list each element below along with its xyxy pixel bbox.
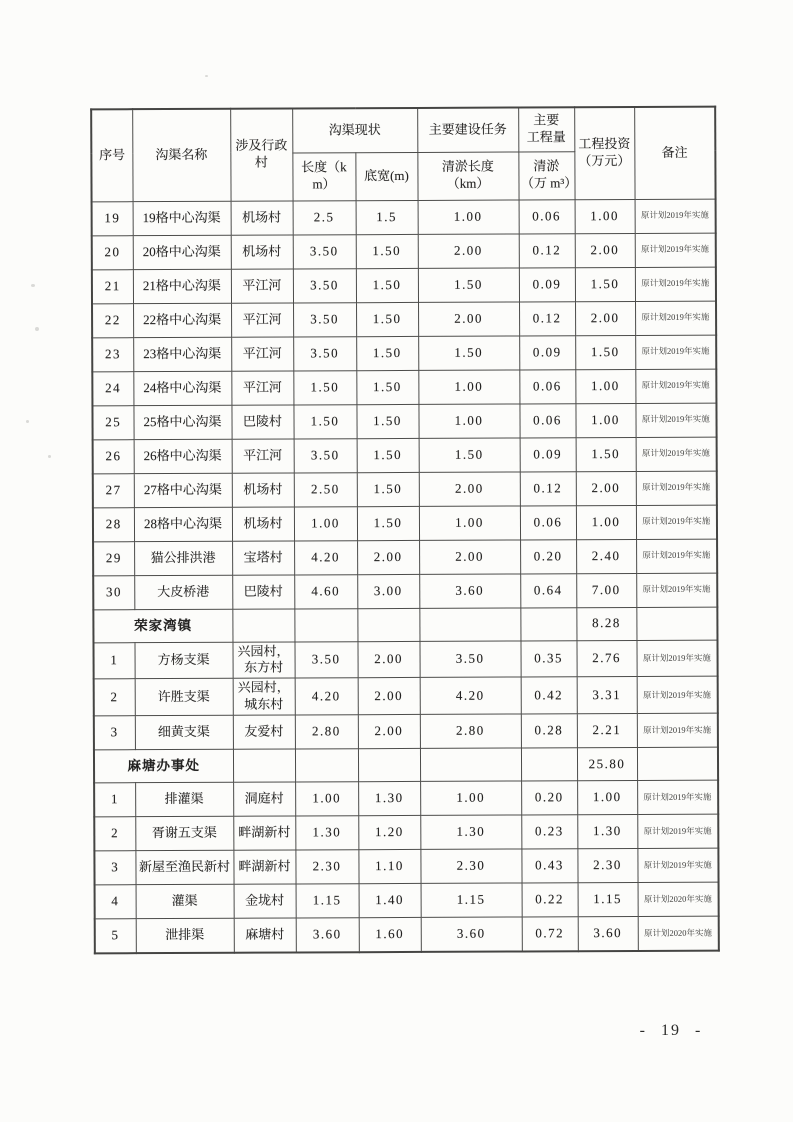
length-cell: 2.30 bbox=[295, 850, 358, 884]
dredge-cell: 0.12 bbox=[520, 471, 576, 505]
col-header-status-group: 沟渠现状 bbox=[292, 108, 417, 153]
remark-cell: 原计划2019年实施 bbox=[637, 780, 718, 814]
investment-cell: 2.00 bbox=[575, 233, 635, 267]
col-header-village: 涉及行政村 bbox=[230, 108, 292, 200]
length-cell bbox=[294, 608, 357, 641]
dredge-cell: 0.72 bbox=[522, 917, 578, 951]
dredge-length-cell: 1.00 bbox=[418, 403, 519, 437]
remark-cell: 原计划2019年实施 bbox=[635, 369, 716, 403]
remark-cell: 原计划2019年实施 bbox=[635, 403, 716, 437]
col-header-dredge bbox=[518, 151, 578, 199]
dredge-cell: 0.20 bbox=[520, 539, 576, 573]
name-cell: 26格中心沟渠 bbox=[134, 439, 232, 473]
village-cell: 平江河 bbox=[231, 302, 293, 336]
serial-cell: 27 bbox=[93, 473, 134, 507]
dredge-length-cell: 1.30 bbox=[420, 815, 521, 849]
investment-header-line2: （万元） bbox=[578, 153, 631, 169]
length-cell: 3.50 bbox=[293, 336, 356, 370]
dredge-cell bbox=[521, 748, 577, 781]
investment-cell: 1.30 bbox=[577, 815, 637, 849]
page-number: - 19 - bbox=[639, 1022, 703, 1039]
length-cell: 3.50 bbox=[293, 302, 356, 336]
scan-speckle bbox=[31, 284, 35, 287]
serial-cell: 23 bbox=[92, 337, 133, 371]
table-row bbox=[94, 676, 718, 716]
table-row bbox=[92, 369, 716, 406]
col-header-investment bbox=[574, 107, 634, 199]
name-cell: 20格中心沟渠 bbox=[133, 235, 231, 269]
dredge-length-cell: 1.15 bbox=[421, 883, 522, 917]
investment-cell: 8.28 bbox=[576, 607, 636, 640]
village-cell: 畔湖新村 bbox=[233, 850, 295, 884]
dredge-header-line2: （万 m³） bbox=[520, 175, 578, 191]
remark-cell: 原计划2019年实施 bbox=[636, 640, 717, 677]
length-cell: 3.50 bbox=[294, 641, 357, 678]
table-header bbox=[91, 107, 715, 202]
ditch-construction-table bbox=[90, 106, 720, 954]
section-title-cell: 荣家湾镇 bbox=[93, 609, 232, 643]
remark-cell: 原计划2019年实施 bbox=[637, 713, 718, 747]
investment-header-line1: 工程投资 bbox=[578, 136, 631, 152]
table-row bbox=[93, 640, 717, 680]
length-cell: 1.00 bbox=[295, 782, 358, 816]
bottom-width-cell: 1.50 bbox=[356, 302, 418, 336]
dredge-length-cell: 2.00 bbox=[419, 539, 520, 573]
remark-cell: 原计划2019年实施 bbox=[636, 471, 717, 505]
village-cell: 宝塔村 bbox=[232, 540, 294, 574]
dredge-length-cell: 1.00 bbox=[420, 781, 521, 815]
remark-cell: 原计划2019年实施 bbox=[637, 814, 718, 848]
length-cell: 1.50 bbox=[293, 370, 356, 404]
scan-speckle bbox=[205, 75, 208, 77]
serial-cell: 21 bbox=[92, 269, 133, 303]
name-cell: 泄排渠 bbox=[136, 918, 234, 952]
table-row bbox=[93, 505, 717, 542]
serial-cell: 2 bbox=[94, 679, 135, 716]
serial-cell: 5 bbox=[95, 919, 136, 953]
length-cell: 3.50 bbox=[293, 268, 356, 302]
remark-cell: 原计划2019年实施 bbox=[636, 437, 717, 471]
investment-cell: 1.50 bbox=[576, 437, 636, 471]
table-row bbox=[94, 814, 718, 851]
investment-cell: 7.00 bbox=[576, 573, 636, 607]
remark-cell: 原计划2019年实施 bbox=[636, 573, 717, 607]
bottom-width-cell: 1.50 bbox=[357, 506, 419, 540]
name-cell: 21格中心沟渠 bbox=[133, 269, 231, 303]
table-row bbox=[93, 437, 717, 474]
dredge-length-cell: 1.50 bbox=[418, 336, 519, 370]
serial-cell: 22 bbox=[92, 303, 133, 337]
dredge-length-header-line1: 清淤长度 bbox=[441, 158, 494, 174]
village-cell: 机场村 bbox=[232, 472, 294, 506]
col-header-remark: 备注 bbox=[634, 107, 715, 199]
remark-cell: 原计划2020年实施 bbox=[638, 916, 719, 950]
dredge-cell: 0.12 bbox=[519, 301, 575, 335]
bottom-width-cell: 3.00 bbox=[357, 574, 419, 608]
name-cell: 25格中心沟渠 bbox=[133, 405, 231, 439]
bottom-width-cell: 1.5 bbox=[356, 200, 418, 234]
remark-cell: 原计划2019年实施 bbox=[635, 267, 716, 301]
village-cell: 机场村 bbox=[231, 200, 293, 234]
remark-cell: 原计划2019年实施 bbox=[636, 505, 717, 539]
village-cell: 兴园村，城东村 bbox=[233, 678, 295, 715]
name-cell: 23格中心沟渠 bbox=[133, 337, 231, 371]
table-row bbox=[93, 573, 717, 610]
dredge-cell: 0.12 bbox=[519, 233, 575, 267]
table-row bbox=[92, 335, 716, 372]
serial-cell: 1 bbox=[94, 783, 135, 817]
table-row bbox=[95, 916, 719, 953]
col-header-serial: 序号 bbox=[91, 109, 132, 201]
name-cell: 排灌渠 bbox=[135, 782, 233, 816]
dredge-length-cell: 4.20 bbox=[420, 677, 521, 714]
name-cell: 新屋至渔民新村 bbox=[135, 850, 233, 884]
dredge-header-line1: 清淤 bbox=[533, 158, 560, 174]
village-cell: 巴陵村 bbox=[231, 404, 293, 438]
length-cell: 1.15 bbox=[296, 884, 359, 918]
serial-cell: 3 bbox=[94, 851, 135, 885]
investment-cell: 1.50 bbox=[575, 267, 635, 301]
bottom-width-cell: 1.50 bbox=[356, 336, 418, 370]
dredge-length-cell: 2.00 bbox=[418, 234, 519, 268]
village-cell: 平江河 bbox=[231, 268, 293, 302]
dredge-length-cell: 2.00 bbox=[419, 471, 520, 505]
name-cell: 19格中心沟渠 bbox=[133, 201, 231, 235]
col-header-dredge-length bbox=[417, 152, 518, 200]
dredge-length-cell: 3.60 bbox=[421, 917, 522, 951]
village-cell: 机场村 bbox=[231, 234, 293, 268]
col-header-name: 沟渠名称 bbox=[132, 109, 230, 201]
dredge-cell: 0.06 bbox=[519, 369, 575, 403]
col-header-quantity-group bbox=[518, 107, 574, 151]
village-cell bbox=[233, 749, 295, 782]
section-title-cell: 麻塘办事处 bbox=[94, 749, 233, 783]
remark-cell: 原计划2020年实施 bbox=[638, 882, 719, 916]
dredge-cell: 0.09 bbox=[519, 335, 575, 369]
name-cell: 灌渠 bbox=[136, 884, 234, 918]
name-cell: 24格中心沟渠 bbox=[133, 371, 231, 405]
table-row bbox=[95, 882, 719, 919]
quantity-group-line1: 主要 bbox=[533, 112, 560, 128]
bottom-width-cell: 1.50 bbox=[356, 268, 418, 302]
investment-cell: 2.30 bbox=[577, 849, 637, 883]
investment-cell: 2.40 bbox=[576, 539, 636, 573]
dredge-cell: 0.06 bbox=[520, 505, 576, 539]
bottom-width-cell: 1.50 bbox=[357, 472, 419, 506]
dredge-length-cell: 3.50 bbox=[420, 640, 521, 677]
village-cell: 机场村 bbox=[232, 506, 294, 540]
name-cell: 胥谢五支渠 bbox=[135, 816, 233, 850]
bottom-width-cell: 2.00 bbox=[357, 540, 419, 574]
serial-cell: 25 bbox=[92, 405, 133, 439]
bottom-width-cell: 1.50 bbox=[356, 234, 418, 268]
table-row bbox=[92, 301, 716, 338]
bottom-width-cell: 1.20 bbox=[358, 815, 420, 849]
investment-cell: 25.80 bbox=[577, 748, 637, 781]
serial-cell: 30 bbox=[93, 575, 134, 609]
dredge-cell: 0.20 bbox=[521, 781, 577, 815]
dredge-length-cell: 1.50 bbox=[418, 268, 519, 302]
section-row bbox=[93, 607, 717, 643]
dredge-length-cell: 1.00 bbox=[418, 200, 519, 234]
dredge-length-cell bbox=[420, 748, 521, 781]
investment-cell: 2.76 bbox=[576, 640, 636, 677]
bottom-width-cell: 1.50 bbox=[356, 404, 418, 438]
length-cell: 2.5 bbox=[293, 200, 356, 234]
serial-cell: 26 bbox=[93, 439, 134, 473]
name-cell: 细黄支渠 bbox=[135, 715, 233, 749]
investment-cell: 2.00 bbox=[575, 301, 635, 335]
investment-cell: 1.00 bbox=[576, 505, 636, 539]
investment-cell: 1.15 bbox=[578, 883, 638, 917]
dredge-cell: 0.06 bbox=[519, 199, 575, 233]
table-body bbox=[92, 199, 719, 953]
remark-cell: 原计划2019年实施 bbox=[635, 199, 716, 233]
village-cell: 巴陵村 bbox=[232, 574, 294, 608]
dredge-cell: 0.06 bbox=[519, 403, 575, 437]
remark-cell: 原计划2019年实施 bbox=[635, 301, 716, 335]
name-cell: 许胜支渠 bbox=[135, 679, 233, 716]
bottom-width-cell: 1.60 bbox=[359, 917, 421, 951]
col-header-length: 长度（km） bbox=[292, 152, 355, 200]
dredge-cell: 0.09 bbox=[519, 267, 575, 301]
table-row bbox=[92, 267, 716, 304]
dredge-length-header-line2: （km） bbox=[446, 175, 490, 191]
dredge-length-cell: 3.60 bbox=[419, 573, 520, 607]
village-cell: 平江河 bbox=[232, 438, 294, 472]
dredge-length-cell: 2.00 bbox=[418, 302, 519, 336]
length-cell: 1.30 bbox=[295, 816, 358, 850]
dredge-length-cell: 2.30 bbox=[420, 849, 521, 883]
dredge-cell: 0.23 bbox=[521, 815, 577, 849]
investment-cell: 2.21 bbox=[577, 714, 637, 748]
dredge-cell: 0.09 bbox=[520, 437, 576, 471]
serial-cell: 2 bbox=[94, 817, 135, 851]
length-cell: 4.60 bbox=[294, 574, 357, 608]
village-cell: 洞庭村 bbox=[233, 782, 295, 816]
dredge-length-cell bbox=[419, 607, 520, 640]
scan-speckle bbox=[35, 327, 39, 331]
table-row bbox=[94, 780, 718, 817]
bottom-width-cell: 1.50 bbox=[357, 438, 419, 472]
remark-cell: 原计划2019年实施 bbox=[637, 676, 718, 713]
length-cell bbox=[295, 749, 358, 782]
table-row bbox=[93, 471, 717, 508]
table-row bbox=[92, 403, 716, 440]
length-cell: 3.50 bbox=[294, 438, 357, 472]
length-cell: 2.50 bbox=[294, 472, 357, 506]
investment-cell: 2.00 bbox=[576, 471, 636, 505]
table-row bbox=[94, 848, 718, 885]
serial-cell: 1 bbox=[93, 642, 134, 679]
length-cell: 1.00 bbox=[294, 506, 357, 540]
bottom-width-cell: 1.10 bbox=[358, 849, 420, 883]
dredge-cell: 0.35 bbox=[520, 640, 576, 677]
dredge-cell: 0.43 bbox=[521, 849, 577, 883]
bottom-width-cell: 2.00 bbox=[358, 678, 420, 715]
length-cell: 4.20 bbox=[294, 540, 357, 574]
serial-cell: 4 bbox=[95, 885, 136, 919]
village-cell: 金垅村 bbox=[234, 884, 296, 918]
remark-cell: 原计划2019年实施 bbox=[635, 335, 716, 369]
table-row bbox=[92, 199, 716, 236]
bottom-width-cell bbox=[358, 748, 420, 781]
table-row bbox=[92, 233, 716, 270]
bottom-width-cell: 1.50 bbox=[356, 370, 418, 404]
length-cell: 2.80 bbox=[295, 715, 358, 749]
table-row bbox=[93, 539, 717, 576]
length-cell: 3.50 bbox=[293, 234, 356, 268]
name-cell: 27格中心沟渠 bbox=[134, 473, 232, 507]
section-row bbox=[94, 747, 718, 783]
dredge-length-cell: 2.80 bbox=[420, 714, 521, 748]
length-cell: 3.60 bbox=[296, 918, 359, 952]
dredge-cell: 0.22 bbox=[522, 883, 578, 917]
dredge-length-cell: 1.50 bbox=[419, 437, 520, 471]
village-cell: 麻塘村 bbox=[234, 918, 296, 952]
village-cell: 平江河 bbox=[231, 370, 293, 404]
remark-cell: 原计划2019年实施 bbox=[635, 233, 716, 267]
village-cell bbox=[232, 608, 294, 641]
investment-cell: 1.50 bbox=[575, 335, 635, 369]
bottom-width-cell: 2.00 bbox=[357, 641, 419, 678]
quantity-group-line2: 工程量 bbox=[526, 129, 566, 145]
name-cell: 22格中心沟渠 bbox=[133, 303, 231, 337]
dredge-cell bbox=[520, 607, 576, 640]
name-cell: 方杨支渠 bbox=[134, 642, 232, 679]
dredge-length-cell: 1.00 bbox=[418, 369, 519, 403]
length-cell: 1.50 bbox=[293, 404, 356, 438]
serial-cell: 24 bbox=[92, 371, 133, 405]
scan-speckle bbox=[26, 420, 29, 423]
serial-cell: 20 bbox=[92, 235, 133, 269]
village-cell: 兴园村，东方村 bbox=[232, 641, 294, 678]
investment-cell: 3.31 bbox=[577, 677, 637, 714]
investment-cell: 1.00 bbox=[575, 199, 635, 233]
name-cell: 28格中心沟渠 bbox=[134, 507, 232, 541]
serial-cell: 29 bbox=[93, 541, 134, 575]
bottom-width-cell: 2.00 bbox=[358, 714, 420, 748]
length-cell: 4.20 bbox=[295, 678, 358, 715]
village-cell: 友爱村 bbox=[233, 715, 295, 749]
serial-cell: 28 bbox=[93, 507, 134, 541]
remark-cell bbox=[637, 747, 718, 780]
remark-cell: 原计划2019年实施 bbox=[637, 848, 718, 882]
dredge-length-cell: 1.00 bbox=[419, 505, 520, 539]
remark-cell: 原计划2019年实施 bbox=[636, 539, 717, 573]
investment-cell: 1.00 bbox=[577, 781, 637, 815]
investment-cell: 1.00 bbox=[575, 403, 635, 437]
investment-cell: 1.00 bbox=[575, 369, 635, 403]
table-row bbox=[94, 713, 718, 750]
bottom-width-cell: 1.30 bbox=[358, 781, 420, 815]
col-header-task-group: 主要建设任务 bbox=[417, 108, 518, 152]
bottom-width-cell bbox=[357, 608, 419, 641]
header-row-1 bbox=[91, 107, 715, 154]
bottom-width-cell: 1.40 bbox=[359, 883, 421, 917]
name-cell: 猫公排洪港 bbox=[134, 541, 232, 575]
serial-cell: 19 bbox=[92, 201, 133, 235]
village-cell: 畔湖新村 bbox=[233, 816, 295, 850]
investment-cell: 3.60 bbox=[578, 917, 638, 951]
dredge-cell: 0.64 bbox=[520, 573, 576, 607]
dredge-cell: 0.42 bbox=[521, 677, 577, 714]
scan-speckle bbox=[48, 455, 51, 458]
remark-cell bbox=[636, 607, 717, 640]
dredge-cell: 0.28 bbox=[521, 714, 577, 748]
village-cell: 平江河 bbox=[231, 336, 293, 370]
col-header-bottom-width: 底宽(m) bbox=[355, 152, 417, 200]
serial-cell: 3 bbox=[94, 716, 135, 750]
name-cell: 大皮桥港 bbox=[134, 575, 232, 609]
